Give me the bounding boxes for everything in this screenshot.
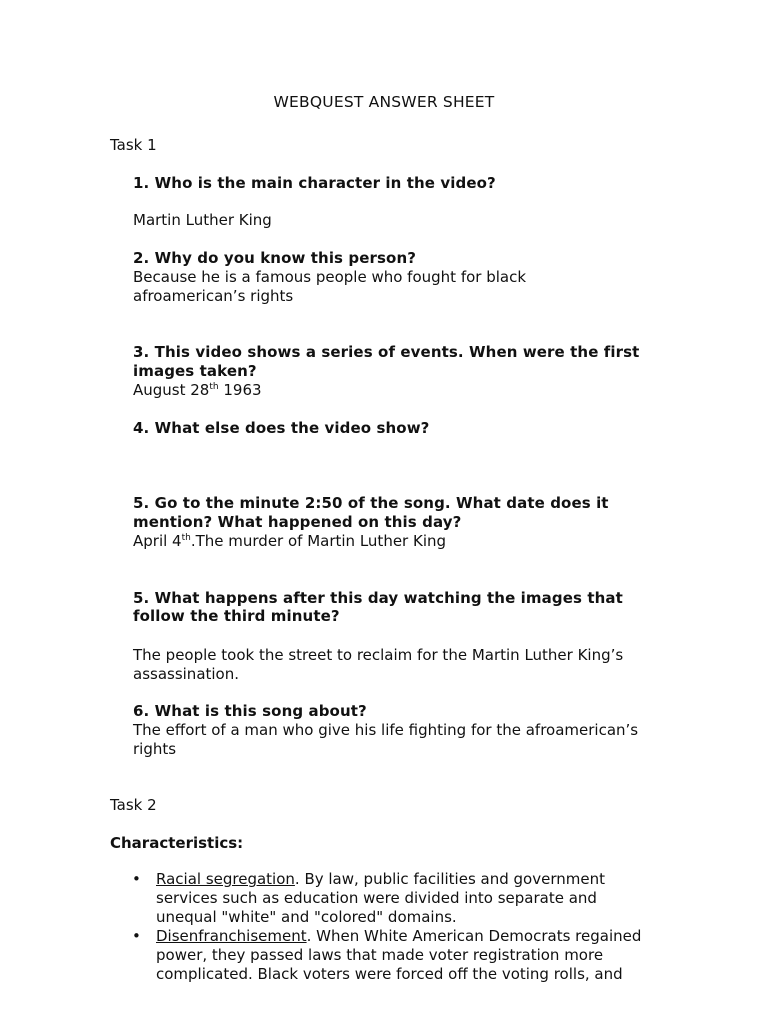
answer-6-line-1: The effort of a man who give his life fighting for the afroamerican’s — [133, 721, 639, 739]
bullet-2-line-1: . When White American Democrats regained — [306, 927, 642, 945]
bullet-1-line-2: services such as education were divided into separate and — [156, 889, 597, 907]
answer-3 — [133, 381, 262, 400]
bullet-1-line-1: . By law, public facilities and government — [294, 870, 605, 888]
answer-2-line-1: Because he is a famous people who fought for black — [133, 268, 527, 286]
characteristics-heading: Characteristics: — [110, 834, 244, 852]
question-5b-line-1: 5. What happens after this day watching the images that — [133, 589, 623, 607]
list-item — [132, 870, 692, 927]
bullet-2-line-2: power, they passed laws that made voter registration more — [156, 946, 604, 964]
question-4: 4. What else does the video show? — [133, 419, 430, 437]
question-3-line-1: 3. This video shows a series of events. When were the first — [133, 343, 640, 361]
answer-1: Martin Luther King — [133, 211, 272, 229]
question-3-line-2: images taken? — [133, 362, 257, 380]
answer-5b-line-1: The people took the street to reclaim for the Martin Luther King’s — [133, 646, 624, 664]
task2-heading: Task 2 — [110, 796, 157, 814]
question-5-line-2: mention? What happened on this day? — [133, 513, 462, 531]
bullet-icon: • — [132, 927, 141, 945]
question-5b-line-2: follow the third minute? — [133, 607, 340, 625]
task1-heading: Task 1 — [110, 136, 157, 154]
characteristics-list — [132, 870, 692, 984]
answer-5 — [133, 532, 446, 551]
answer-6-line-2: rights — [133, 740, 177, 758]
answer-2-line-2: afroamerican’s rights — [133, 287, 294, 305]
answer-5-text: .The murder of Martin Luther King — [190, 532, 447, 550]
list-item — [132, 927, 692, 984]
answer-3-date: August 28 — [133, 381, 210, 399]
question-5-line-1: 5. Go to the minute 2:50 of the song. What date does it — [133, 494, 609, 512]
answer-5-ordinal: th — [181, 533, 191, 543]
bullet-2-line-3: complicated. Black voters were forced off the voting rolls, and — [156, 965, 623, 983]
answer-5b-line-2: assassination. — [133, 665, 240, 683]
term-racial-segregation: Racial segregation — [156, 870, 295, 888]
question-2: 2. Why do you know this person? — [133, 249, 417, 267]
answer-5-date: April 4 — [133, 532, 182, 550]
page-title: WEBQUEST ANSWER SHEET — [273, 93, 495, 111]
bullet-1-line-3: unequal "white" and "colored" domains. — [156, 908, 457, 926]
term-disenfranchisement: Disenfranchisement — [156, 927, 307, 945]
answer-3-ordinal: th — [209, 382, 219, 392]
question-1: 1. Who is the main character in the video? — [133, 174, 496, 192]
answer-3-year: 1963 — [218, 381, 262, 399]
question-6: 6. What is this song about? — [133, 702, 367, 720]
bullet-icon: • — [132, 870, 141, 888]
